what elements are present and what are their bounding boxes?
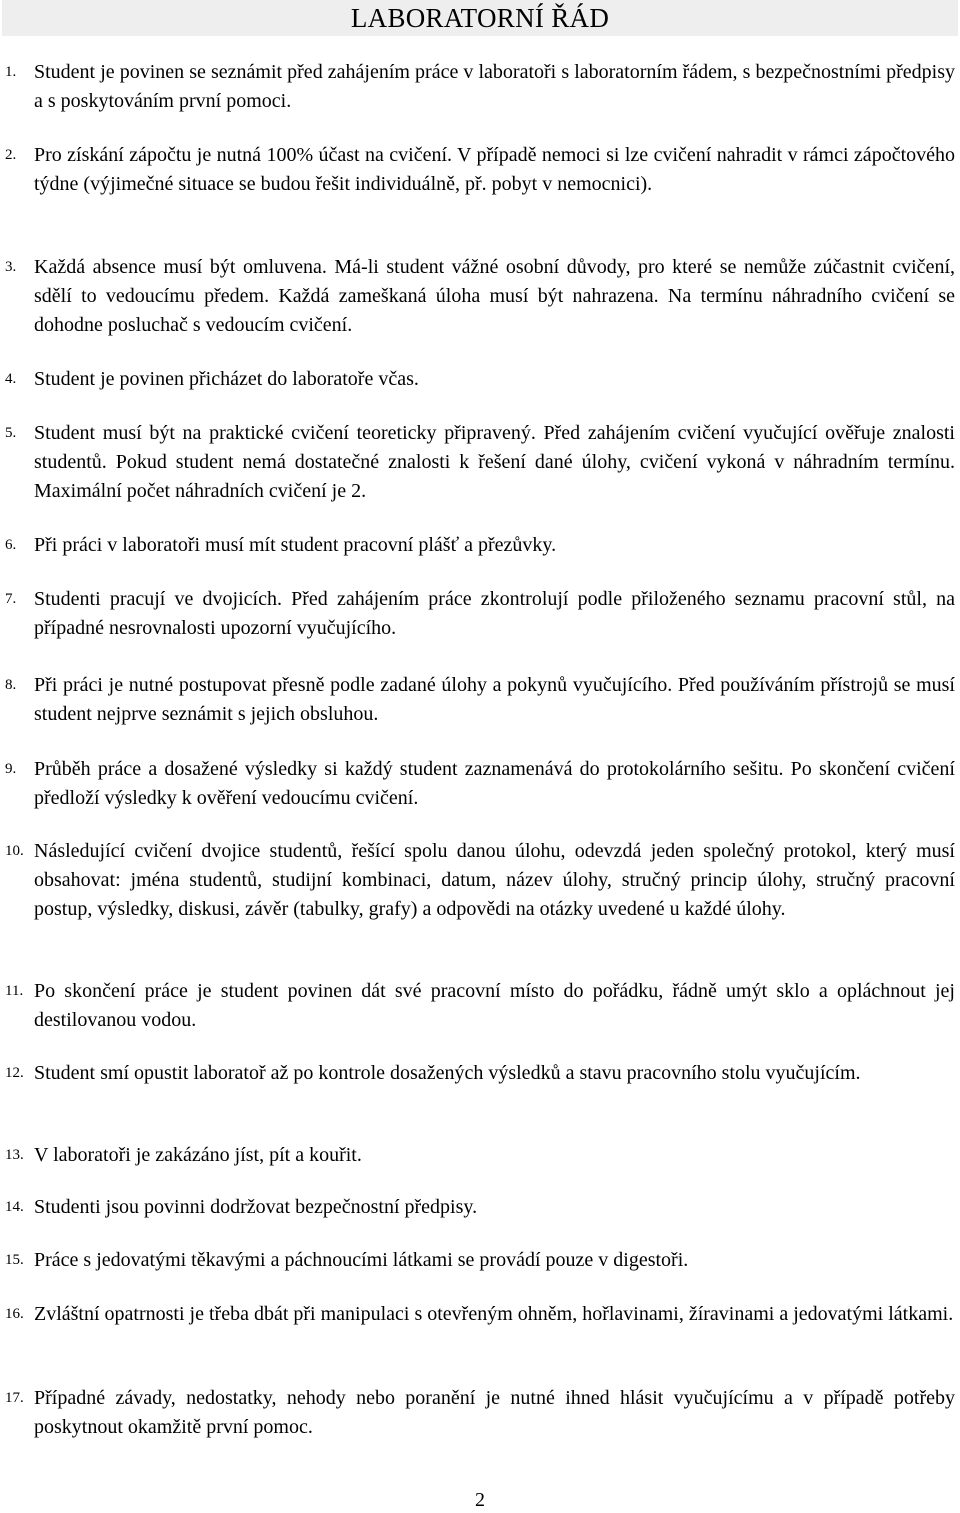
rule-number: 3. (5, 259, 17, 275)
rule-item-9 (0, 755, 960, 813)
rule-text: Studenti jsou povinni dodržovat bezpečnostní předpisy. (34, 1196, 478, 1218)
rule-text: V laboratoři je zakázáno jíst, pít a kouřit. (34, 1144, 362, 1166)
rule-number: 2. (5, 147, 17, 163)
rule-item-17 (0, 1384, 960, 1442)
rule-item-8 (0, 671, 960, 729)
rule-text: Student musí být na praktické cvičení teoreticky připravený. Před zahájením cvičení vyučující ověřuje znalosti studentů. Pokud student nemá dostatečné znalosti k řešení dané úlohy, cvičení vykoná v náhradním termínu. Maximální počet náhradních cvičení je 2. (34, 422, 955, 502)
rule-text: Zvláštní opatrnosti je třeba dbát při manipulaci s otevřeným ohněm, hořlavinami, žíravinami a jedovatými látkami. (34, 1303, 954, 1325)
rule-number: 5. (5, 425, 17, 441)
rule-item-14 (0, 1193, 960, 1222)
rule-item-1 (0, 58, 960, 116)
rule-number: 12. (5, 1065, 24, 1081)
rule-item-11 (0, 977, 960, 1035)
rule-text: Student je povinen přicházet do laboratoře včas. (34, 368, 419, 390)
rule-text: Student je povinen se seznámit před zahájením práce v laboratoři s laboratorním řádem, s bezpečnostními předpisy a s poskytováním první pomoci. (34, 61, 955, 112)
rule-text: Při práci v laboratoři musí mít student pracovní plášť a přezůvky. (34, 534, 557, 556)
rule-item-5 (0, 419, 960, 506)
rule-number: 1. (5, 64, 17, 80)
rule-number: 7. (5, 591, 17, 607)
rule-number: 14. (5, 1199, 24, 1215)
rule-text: Následující cvičení dvojice studentů, řešící spolu danou úlohu, odevzdá jeden společný protokol, který musí obsahovat: jména studentů, studijní kombinaci, datum, název úlohy, stručný princip úlohy, stručný pracovní postup, výsledky, diskusi, závěr (tabulky, grafy) a odpovědi na otázky uvedené u každé úlohy. (34, 840, 955, 920)
rule-number: 13. (5, 1147, 24, 1163)
rule-item-7 (0, 585, 960, 643)
rule-text: Každá absence musí být omluvena. Má-li student vážné osobní důvody, pro které se nemůže zúčastnit cvičení, sdělí to vedoucímu předem. Každá zameškaná úloha musí být nahrazena. Na termínu náhradního cvičení se dohodne posluchač s vedoucím cvičení. (34, 256, 955, 336)
page-title: LABORATORNÍ ŘÁD (350, 3, 610, 33)
rule-item-3 (0, 253, 960, 340)
rule-item-10 (0, 837, 960, 924)
rule-item-13 (0, 1141, 960, 1170)
page-number: 2 (475, 1489, 485, 1511)
title-banner (2, 0, 958, 36)
rule-text: Případné závady, nedostatky, nehody nebo poranění je nutné ihned hlásit vyučujícímu a v případě potřeby poskytnout okamžitě první pomoc. (34, 1387, 955, 1438)
rule-number: 11. (5, 983, 24, 999)
rule-number: 6. (5, 537, 17, 553)
rule-text: Pro získání zápočtu je nutná 100% účast na cvičení. V případě nemoci si lze cvičení nahradit v rámci zápočtového týdne (výjimečné situace se budou řešit individuálně, př. pobyt v nemocnici). (34, 144, 955, 195)
rule-item-15 (0, 1246, 960, 1275)
rule-number: 16. (5, 1306, 24, 1322)
rule-text: Studenti pracují ve dvojicích. Před zahájením práce zkontrolují podle přiloženého seznamu pracovní stůl, na případné nesrovnalosti upozorní vyučujícího. (34, 588, 955, 639)
rule-number: 4. (5, 371, 17, 387)
rule-number: 10. (5, 843, 24, 859)
rule-text: Práce s jedovatými těkavými a páchnoucími látkami se provádí pouze v digestoři. (34, 1249, 689, 1271)
rule-text: Po skončení práce je student povinen dát své pracovní místo do pořádku, řádně umýt sklo a opláchnout jej destilovanou vodou. (34, 980, 955, 1031)
rule-text: Průběh práce a dosažené výsledky si každý student zaznamenává do protokolárního sešitu. Po skončení cvičení předloží výsledky k ověření vedoucímu cvičení. (34, 758, 955, 809)
rule-number: 8. (5, 677, 17, 693)
rule-item-16 (0, 1300, 960, 1329)
rule-text: Při práci je nutné postupovat přesně podle zadané úlohy a pokynů vyučujícího. Před používáním přístrojů se musí student nejprve seznámit s jejich obsluhou. (34, 674, 955, 725)
rule-item-12 (0, 1059, 960, 1088)
rule-number: 15. (5, 1252, 24, 1268)
rule-number: 9. (5, 761, 17, 777)
rule-item-6 (0, 531, 960, 560)
rule-item-2 (0, 141, 960, 199)
rule-text: Student smí opustit laboratoř až po kontrole dosažených výsledků a stavu pracovního stolu vyučujícím. (34, 1062, 861, 1084)
rule-number: 17. (5, 1390, 24, 1406)
rule-item-4 (0, 365, 960, 394)
